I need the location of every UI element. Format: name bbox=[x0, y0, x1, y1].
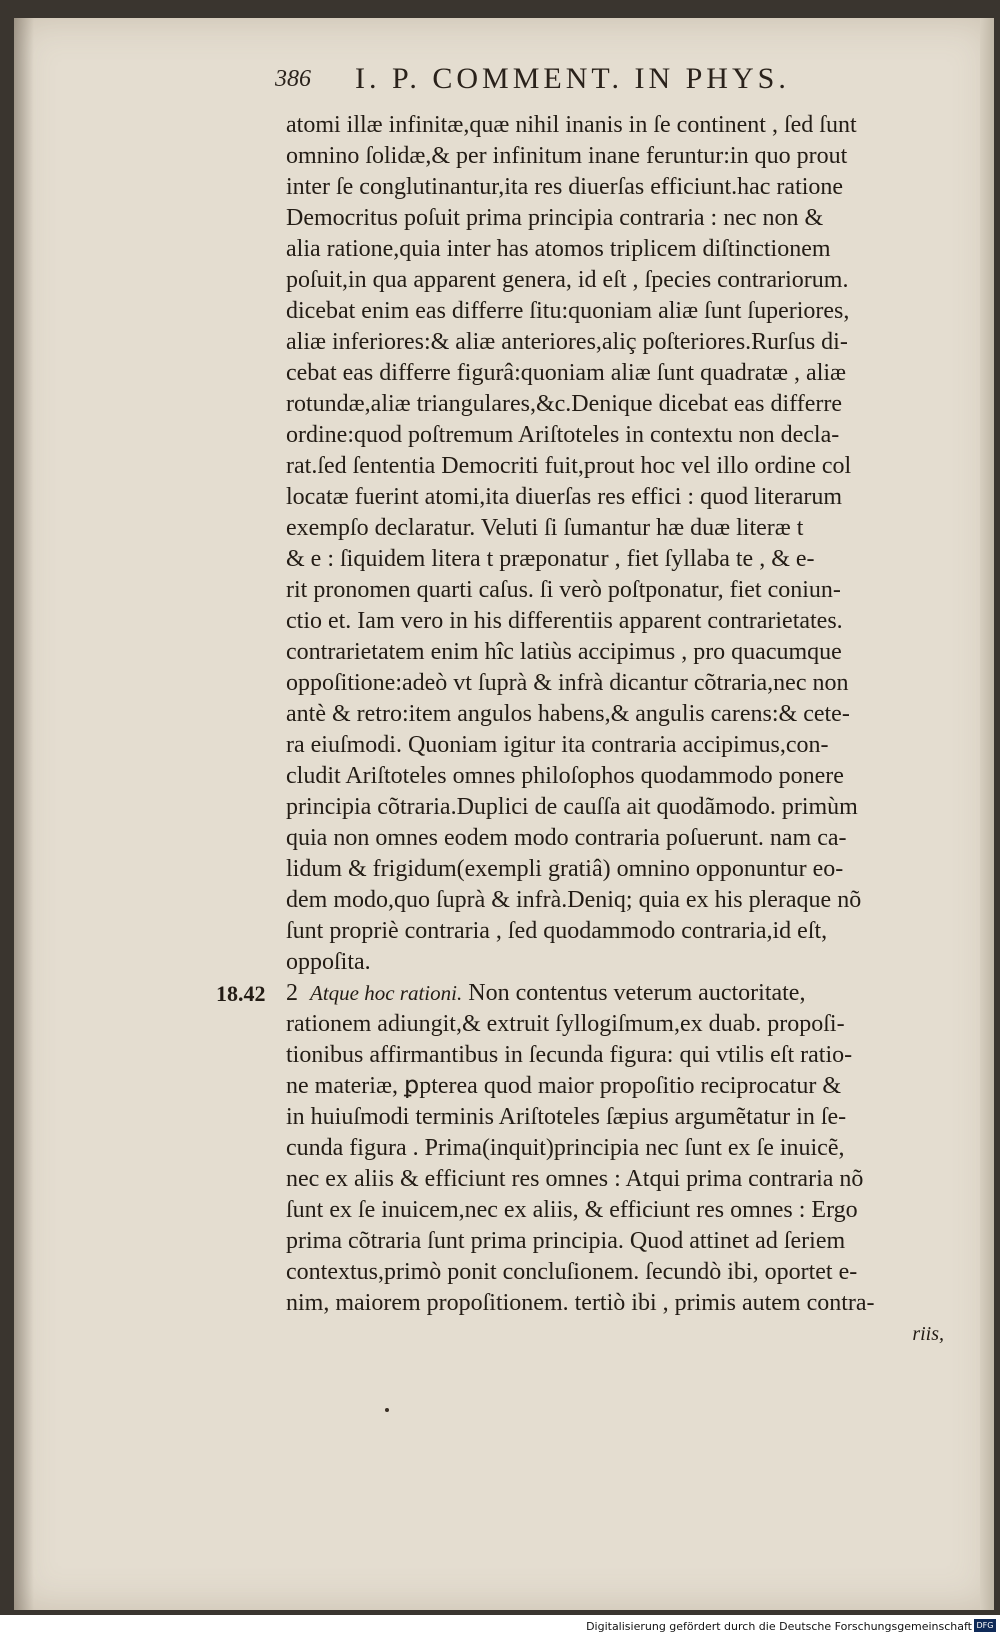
text-line: nec ex aliis & efficiunt res omnes : Atqui prima contraria nõ bbox=[286, 1166, 864, 1192]
text-line: ordine:quod poſtremum Ariſtoteles in contextu non decla- bbox=[286, 422, 840, 448]
page-number: 386 bbox=[275, 66, 311, 92]
dfg-logo: DFG bbox=[974, 1619, 996, 1632]
text-line: rationem adiungit,& extruit ſyllogiſmum,ex duab. propoſi- bbox=[286, 1011, 845, 1037]
text-line: antè & retro:item angulos habens,& angulis carens:& cete- bbox=[286, 701, 850, 727]
margin-reference: 18.42 bbox=[216, 981, 266, 1006]
text-line: contrarietatem enim hîc latiùs accipimus , pro quacumque bbox=[286, 639, 842, 665]
text-line: oppoſitione:adeò vt ſuprà & infrà dicantur cõtraria,nec non bbox=[286, 670, 849, 696]
text-line: atomi illæ infinitæ,quæ nihil inanis in ſe continent , ſed ſunt bbox=[286, 112, 857, 138]
text-line: rat.ſed ſententia Democriti fuit,prout hoc vel illo ordine col bbox=[286, 453, 852, 479]
text-line: lidum & frigidum(exempli gratiâ) omnino opponuntur eo- bbox=[286, 856, 844, 882]
main-text bbox=[216, 110, 954, 1347]
catchword: riis, bbox=[912, 1323, 944, 1345]
text-line: cludit Ariſtoteles omnes philoſophos quodammodo ponere bbox=[286, 763, 844, 789]
text-line: principia cõtraria.Duplici de cauſſa ait quodãmodo. primùm bbox=[286, 794, 858, 820]
gutter-shadow bbox=[14, 18, 34, 1610]
text-line: quia non omnes eodem modo contraria poſuerunt. nam ca- bbox=[286, 825, 847, 851]
text-line: dem modo,quo ſuprà & infrà.Deniq; quia ex his pleraque nõ bbox=[286, 887, 862, 913]
text-line: tionibus affirmantibus in ſecunda figura: qui vtilis eſt ratio- bbox=[286, 1042, 853, 1068]
lemma-following-text: Non contentus veterum auctoritate, bbox=[462, 980, 806, 1006]
running-head bbox=[0, 62, 1000, 102]
ink-speck bbox=[385, 1408, 389, 1412]
text-line: ſunt propriè contraria , ſed quodammodo contraria,id eſt, bbox=[286, 918, 828, 944]
lemma-number: 2 bbox=[286, 980, 298, 1006]
text-line: inter ſe conglutinantur,ita res diuerſas efficiunt.hac ratione bbox=[286, 174, 844, 200]
text-line: ctio et. Iam vero in his differentiis apparent contrarietates. bbox=[286, 608, 843, 634]
text-line: ne materiæ, ꝑpterea quod maior propoſitio reciprocatur & bbox=[286, 1073, 842, 1099]
text-line: aliæ inferiores:& aliæ anteriores,aliç poſteriores.Rurſus di- bbox=[286, 329, 848, 355]
text-line: omnino ſolidæ,& per infinitum inane feruntur:in quo prout bbox=[286, 143, 848, 169]
text-line: cebat eas differre figurâ:quoniam aliæ ſunt quadratæ , aliæ bbox=[286, 360, 847, 386]
text-line: oppoſita. bbox=[286, 949, 371, 975]
text-line: exempſo declaratur. Veluti ſi ſumantur hæ duæ literæ t bbox=[286, 515, 804, 541]
text-line: dicebat enim eas differre ſitu:quoniam aliæ ſunt ſuperiores, bbox=[286, 298, 850, 324]
running-title: I. P. COMMENT. IN PHYS. bbox=[355, 62, 790, 95]
lemma-text: Atque hoc rationi. bbox=[310, 981, 463, 1005]
lemma-line bbox=[216, 978, 954, 1009]
text-line: alia ratione,quia inter has atomos triplicem diſtinctionem bbox=[286, 236, 831, 262]
paragraph-syllogism bbox=[286, 1009, 954, 1319]
digitization-credit: Digitalisierung gefördert durch die Deutsche Forschungsgemeinschaft bbox=[586, 1620, 972, 1633]
text-line: prima cõtraria ſunt prima principia. Quod attinet ad ſeriem bbox=[286, 1228, 846, 1254]
text-line: nim, maiorem propoſitionem. tertiò ibi , primis autem contra- bbox=[286, 1290, 875, 1316]
text-line: ra eiuſmodi. Quoniam igitur ita contraria accipimus,con- bbox=[286, 732, 829, 758]
text-line: rotundæ,aliæ triangulares,&c.Denique dicebat eas differre bbox=[286, 391, 843, 417]
text-line: locatæ fuerint atomi,ita diuerſas res effici : quod literarum bbox=[286, 484, 843, 510]
text-line: & e : ſiquidem litera t præponatur , fiet ſyllaba te , & e- bbox=[286, 546, 815, 572]
text-line: contextus,primò ponit concluſionem. ſecundò ibi, oportet e- bbox=[286, 1259, 858, 1285]
text-line: ſunt ex ſe inuicem,nec ex aliis, & efficiunt res omnes : Ergo bbox=[286, 1197, 858, 1223]
page-edge bbox=[980, 18, 994, 1610]
text-line: Democritus poſuit prima principia contraria : nec non & bbox=[286, 205, 824, 231]
text-line: cunda figura . Prima(inquit)principia nec ſunt ex ſe inuicẽ, bbox=[286, 1135, 845, 1161]
text-line: in huiuſmodi terminis Ariſtoteles ſæpius argumẽtatur in ſe- bbox=[286, 1104, 847, 1130]
text-line: poſuit,in qua apparent genera, id eſt , ſpecies contrariorum. bbox=[286, 267, 849, 293]
paragraph-commentary bbox=[286, 110, 954, 978]
text-line: rit pronomen quarti caſus. ſi verò poſtponatur, fiet coniun- bbox=[286, 577, 841, 603]
